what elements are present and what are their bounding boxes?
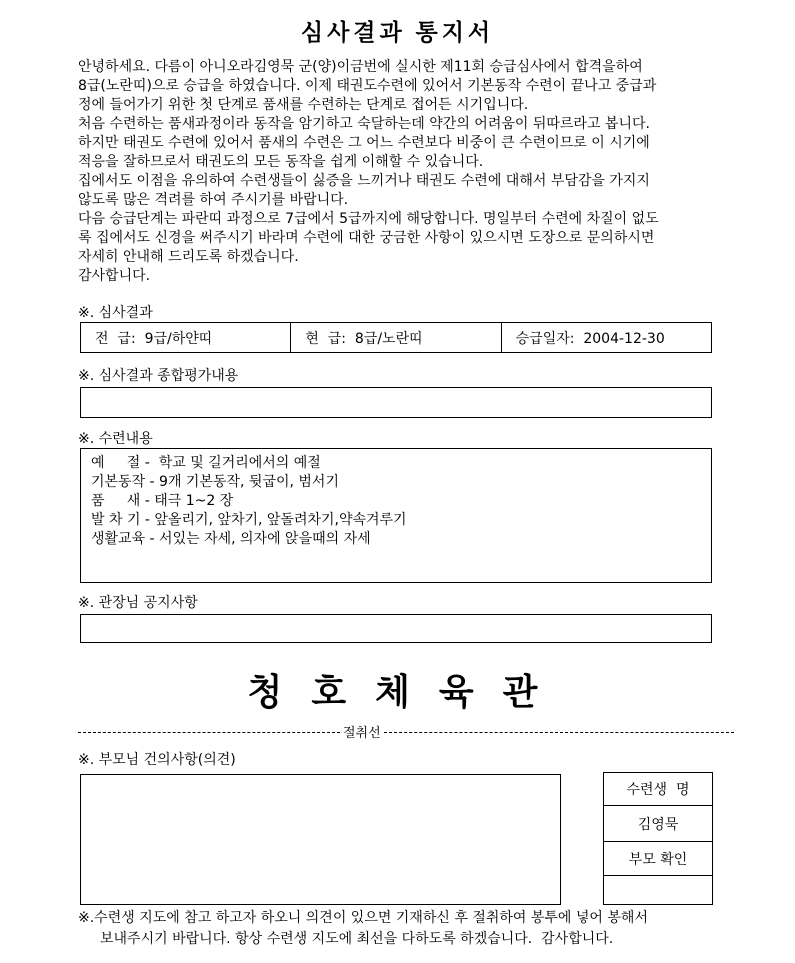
training-line: 예 절 - 학교 및 길거리에서의 예절 xyxy=(91,455,321,471)
greeting-line: 정에 들어가기 위한 첫 단계로 품새를 수련하는 단계로 접어든 시기입니다. xyxy=(78,97,529,113)
greeting-line: 감사합니다. xyxy=(78,268,151,284)
prev-grade-cell: 전 급: 9급/하얀띠 xyxy=(95,330,213,347)
section-label-result: ※. 심사결과 xyxy=(78,305,153,321)
footer-note-line: 보내주시기 바랍니다. 항상 수련생 지도에 최선을 다하도록 하겠습니다. 감사합니다. xyxy=(100,931,614,947)
greeting-line: 다음 승급단계는 파란띠 과정으로 7급에서 5급까지에 해당합니다. 명일부터 수련에 차질이 없도 xyxy=(78,211,659,227)
student-confirm-table xyxy=(603,772,713,905)
greeting-line: 안녕하세요. 다름이 아니오라김영묵 군(양)이금번에 실시한 제11회 승급심사에서 합격을하여 xyxy=(78,59,643,75)
result-table xyxy=(80,322,712,353)
section-label-notice: ※. 관장님 공지사항 xyxy=(78,595,198,611)
training-line: 품 새 - 태극 1~2 장 xyxy=(91,493,234,509)
current-grade-cell: 현 급: 8급/노란띠 xyxy=(290,323,500,352)
greeting-line: 않도록 많은 격려를 하여 주시기를 바랍니다. xyxy=(78,192,349,208)
greeting-line: 집에서도 이점을 유의하여 수련생들이 싫증을 느끼거나 태권도 수련에 대해서 부담감을 가지지 xyxy=(78,173,650,189)
parent-suggestion-box xyxy=(80,774,561,905)
student-name-value-cell: 김영묵 xyxy=(604,805,712,841)
footer-note-line: ※.수련생 지도에 참고 하고자 하오니 의견이 있으면 기재하신 후 절취하여 봉투에 넣어 봉해서 xyxy=(78,910,648,926)
student-name-label-cell: 수련생 명 xyxy=(626,782,690,798)
greeting-line: 8급(노란띠)으로 승급을 하였습니다. 이제 태권도수련에 있어서 기본동작 수련이 끝나고 중급과 xyxy=(78,78,657,94)
section-label-parent-suggestion: ※. 부모님 건의사항(의견) xyxy=(78,752,236,768)
cut-line-label: 절취선 xyxy=(343,726,381,741)
training-line: 생활교육 - 서있는 자세, 의자에 앉을때의 자세 xyxy=(91,531,371,547)
greeting-paragraph xyxy=(78,58,734,286)
greeting-line: 하지만 태권도 수련에 있어서 품새의 수련은 그 어느 수련보다 비중이 큰 수련이므로 이 시기에 xyxy=(78,135,650,151)
section-label-training: ※. 수련내용 xyxy=(78,431,153,447)
cut-line-dash-right xyxy=(384,732,734,733)
parent-confirm-value-cell xyxy=(604,875,712,904)
greeting-line: 처음 수련하는 품새과정이라 동작을 암기하고 숙달하는데 약간의 어려움이 뒤따르라고 봅니다. xyxy=(78,116,650,132)
document-title: 심사결과 통지서 xyxy=(300,20,495,45)
gym-name: 청 호 체 육 관 xyxy=(247,672,548,712)
notice-box xyxy=(80,614,712,643)
greeting-line: 적응을 잘하므로서 태권도의 모든 동작을 쉽게 이해할 수 있습니다. xyxy=(78,154,484,170)
training-line: 기본동작 - 9개 기본동작, 뒷굽이, 범서기 xyxy=(91,474,339,490)
training-line: 발 차 기 - 앞올리기, 앞차기, 앞돌려차기,약속겨루기 xyxy=(91,512,407,528)
cut-line xyxy=(78,723,734,742)
evaluation-box xyxy=(80,387,712,418)
promotion-date-cell: 승급일자: 2004-12-30 xyxy=(501,323,711,352)
greeting-line: 자세히 안내해 드리도록 하겠습니다. xyxy=(78,249,299,265)
training-content-box xyxy=(80,448,712,583)
section-label-evaluation: ※. 심사결과 종합평가내용 xyxy=(78,368,239,384)
cut-line-dash-left xyxy=(78,732,340,733)
greeting-line: 록 집에서도 신경을 써주시기 바라며 수련에 대한 궁금한 사항이 있으시면 도장으로 문의하시면 xyxy=(78,230,655,246)
parent-confirm-label-cell: 부모 확인 xyxy=(604,841,712,875)
